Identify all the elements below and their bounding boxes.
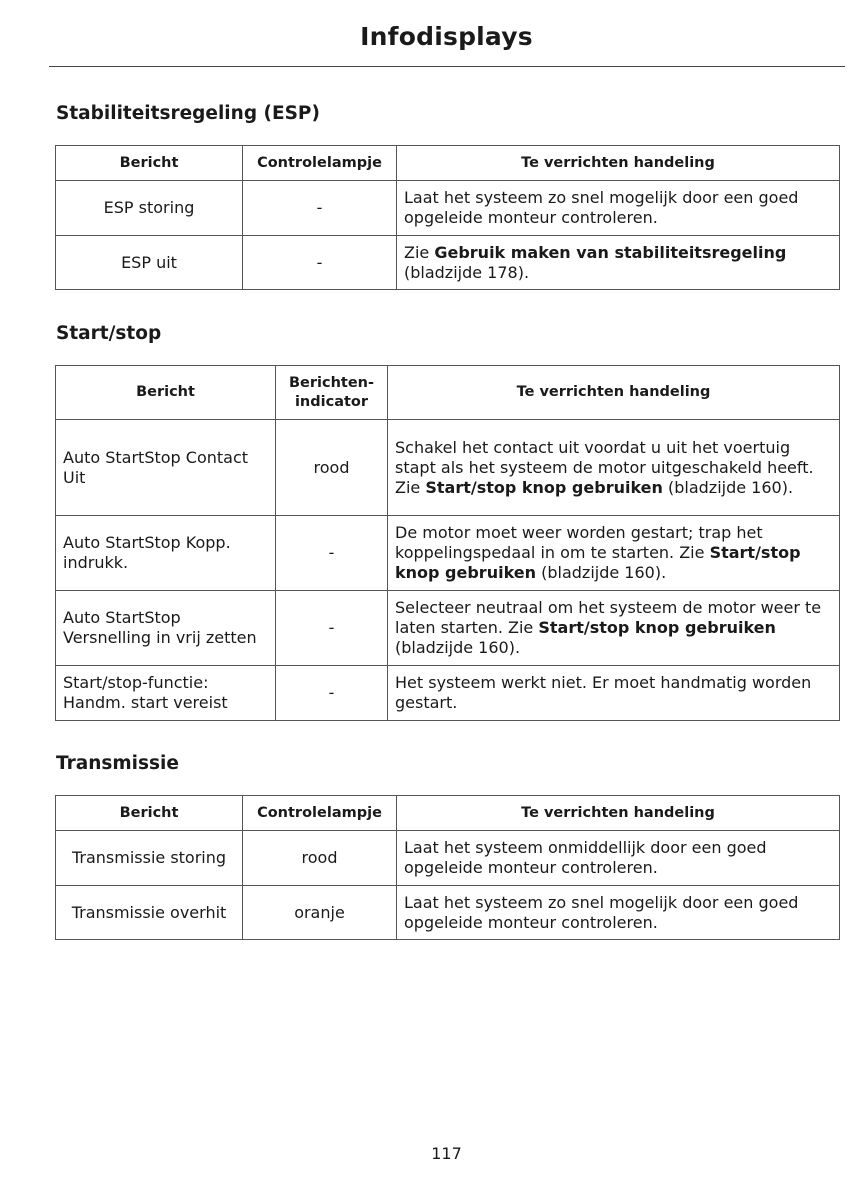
action-text: Schakel het contact uit voordat u uit het voertuig stapt als het systeem de motor uitgeschakeld heeft. Zie <box>395 437 814 497</box>
table-row <box>56 420 840 516</box>
action-text: De motor moet weer worden gestart; trap het koppelingspedaal in om te starten. Zie <box>395 523 763 562</box>
action-cell: Laat het systeem onmiddellijk door een goed opgeleide monteur controleren. <box>397 831 840 886</box>
column-header-message: Bericht <box>56 366 276 420</box>
message-cell: Auto StartStop Kopp. indrukk. <box>56 516 276 591</box>
table-row <box>56 886 840 940</box>
cross-reference-link[interactable]: Gebruik maken van stabiliteitsregeling <box>434 242 787 262</box>
message-cell: ESP storing <box>56 181 243 236</box>
page-reference: (bladzijde 160). <box>662 477 794 497</box>
action-cell <box>388 591 840 666</box>
indicator-cell: - <box>276 591 388 666</box>
message-cell: Transmissie storing <box>56 831 243 886</box>
column-header-message: Bericht <box>56 146 243 181</box>
action-cell <box>388 420 840 516</box>
column-header-indicator: Berichten-indicator <box>276 366 388 420</box>
message-cell: Auto StartStop Versnelling in vrij zetten <box>56 591 276 666</box>
action-cell: Het systeem werkt niet. Er moet handmatig worden gestart. <box>388 666 840 721</box>
message-cell: Auto StartStop Contact Uit <box>56 420 276 516</box>
table-row <box>56 181 840 236</box>
indicator-cell: - <box>243 236 397 290</box>
title-divider <box>49 66 845 67</box>
action-cell: Laat het systeem zo snel mogelijk door een goed opgeleide monteur controleren. <box>397 181 840 236</box>
message-cell: Transmissie overhit <box>56 886 243 940</box>
transmission-table <box>55 795 840 940</box>
section-heading-esp: Stabiliteitsregeling (ESP) <box>56 103 320 124</box>
indicator-cell: - <box>243 181 397 236</box>
page-reference: (bladzijde 178). <box>404 262 530 282</box>
column-header-indicator: Controlelampje <box>243 146 397 181</box>
action-cell <box>388 516 840 591</box>
cross-reference-link[interactable]: Start/stop knop gebruiken <box>425 477 663 497</box>
column-header-action: Te verrichten handeling <box>388 366 840 420</box>
table-row <box>56 831 840 886</box>
column-header-action: Te verrichten handeling <box>397 796 840 831</box>
column-header-message: Bericht <box>56 796 243 831</box>
table-row <box>56 666 840 721</box>
action-cell <box>397 236 840 290</box>
indicator-cell: oranje <box>243 886 397 940</box>
page-reference: (bladzijde 160). <box>536 563 667 582</box>
section-heading-transmission: Transmissie <box>56 753 179 774</box>
column-header-indicator: Controlelampje <box>243 796 397 831</box>
table-row <box>56 516 840 591</box>
table-header-row <box>56 146 840 181</box>
page-number: 117 <box>431 1144 462 1163</box>
page-title: Infodisplays <box>360 22 533 51</box>
action-cell: Laat het systeem zo snel mogelijk door een goed opgeleide monteur controleren. <box>397 886 840 940</box>
indicator-cell: rood <box>243 831 397 886</box>
action-text: Selecteer neutraal om het systeem de motor weer te laten starten. Zie <box>395 598 822 637</box>
startstop-table <box>55 365 840 721</box>
table-header-row <box>56 796 840 831</box>
section-heading-startstop: Start/stop <box>56 323 162 344</box>
page-reference: (bladzijde 160). <box>395 638 521 657</box>
indicator-cell: - <box>276 516 388 591</box>
action-text: Zie <box>404 242 435 262</box>
cross-reference-link[interactable]: Start/stop knop gebruiken <box>538 618 776 637</box>
table-header-row <box>56 366 840 420</box>
message-cell: ESP uit <box>56 236 243 290</box>
message-cell: Start/stop-functie: Handm. start vereist <box>56 666 276 721</box>
indicator-cell: rood <box>276 420 388 516</box>
table-row <box>56 236 840 290</box>
cross-reference-link[interactable]: Start/stop knop gebruiken <box>395 543 801 582</box>
table-row <box>56 591 840 666</box>
esp-table <box>55 145 840 290</box>
indicator-cell: - <box>276 666 388 721</box>
column-header-action: Te verrichten handeling <box>397 146 840 181</box>
